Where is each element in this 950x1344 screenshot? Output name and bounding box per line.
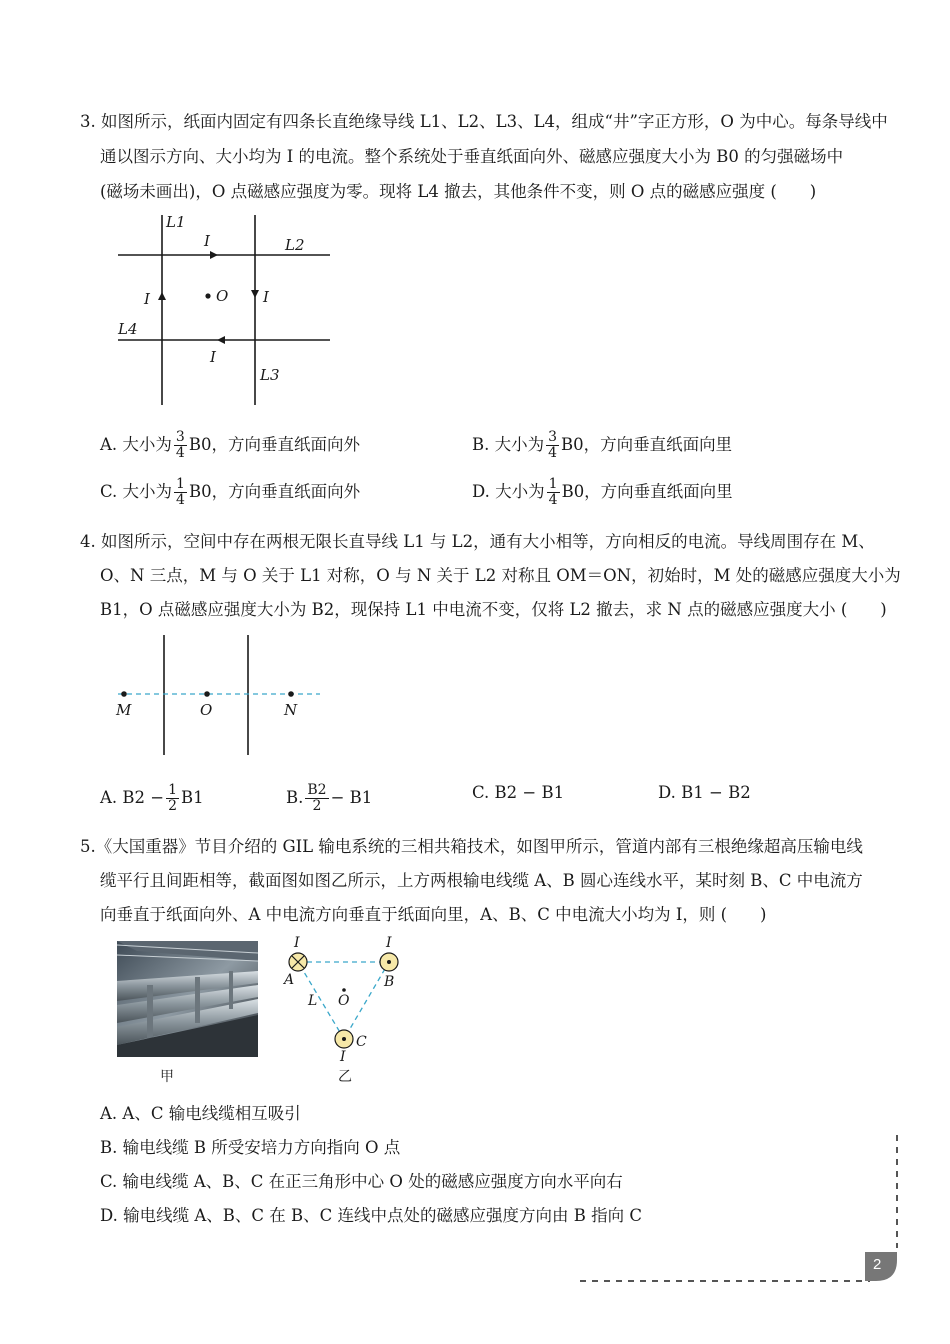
- q3-label-O: O: [216, 287, 229, 305]
- q5-label-L: L: [308, 993, 318, 1009]
- q4-label-M: M: [116, 701, 132, 719]
- q4-label-N: N: [284, 701, 298, 719]
- q5-caption-jia: 甲: [160, 1069, 174, 1085]
- page-number: 2: [873, 1256, 882, 1273]
- q3-line-3: (磁场未画出)，O 点磁感应强度为零。现将 L4 撤去，其他条件不变，则 O 点的磁感应强度 ( ): [100, 182, 817, 201]
- q4-line-3: B1，O 点磁感应强度大小为 B2，现保持 L1 中电流不变，仅将 L2 撤去，求 N 点的磁感应强度大小 ( ): [100, 600, 887, 619]
- page-corner-decoration: [570, 1130, 910, 1290]
- q3-label-I-bottom: I: [210, 348, 216, 366]
- q5-label-I-B: I: [386, 935, 392, 951]
- q4-option-c[interactable]: C. B2 − B1: [472, 783, 565, 802]
- q3-label-L1: L1: [166, 213, 186, 231]
- q3-option-a[interactable]: A. 大小为 $\frac{3}{4}$ B0，方向垂直纸面向外: [100, 429, 360, 461]
- q4-line-2: O、N 三点，M 与 O 关于 L1 对称，O 与 N 关于 L2 对称且 OM＝ON，初始时，M 处的磁感应强度大小为: [100, 566, 901, 585]
- q5-line-1: 5.《大国重器》节目介绍的 GIL 输电系统的三相共箱技术，如图甲所示，管道内部有三根绝缘超高压输电线: [80, 837, 863, 856]
- q5-label-I-C: I: [340, 1049, 346, 1065]
- q5-label-B: B: [384, 974, 395, 990]
- q5-label-C: C: [356, 1034, 367, 1050]
- q3-option-d[interactable]: D. 大小为 $\frac{1}{4}$ B0，方向垂直纸面向里: [472, 476, 733, 508]
- q5-option-b[interactable]: B. 输电线缆 B 所受安培力方向指向 O 点: [100, 1138, 401, 1157]
- q3-label-L2: L2: [285, 236, 305, 254]
- q3-label-L3: L3: [260, 366, 280, 384]
- q3-option-b[interactable]: B. 大小为 $\frac{3}{4}$ B0，方向垂直纸面向里: [472, 429, 733, 461]
- q5-option-c[interactable]: C. 输电线缆 A、B、C 在正三角形中心 O 处的磁感应强度方向水平向右: [100, 1172, 623, 1191]
- q4-option-a[interactable]: A. B2 − $\frac{1}{2}$ B1: [100, 782, 204, 814]
- q3-line-2: 通以图示方向、大小均为 I 的电流。整个系统处于垂直纸面向外、磁感应强度大小为 B0 的匀强磁场中: [100, 147, 844, 166]
- q5-caption-yi: 乙: [338, 1069, 352, 1085]
- q5-option-a[interactable]: A. A、C 输电线缆相互吸引: [100, 1104, 301, 1123]
- q3-wire-grid-figure: [110, 210, 340, 410]
- q5-line-2: 缆平行且间距相等，截面图如图乙所示，上方两根输电线缆 A、B 圆心连线水平，某时刻 B、C 中电流方: [100, 871, 863, 890]
- q3-label-I-left: I: [144, 290, 150, 308]
- q3-label-I-right: I: [263, 288, 269, 306]
- q5-label-I-A: I: [294, 935, 300, 951]
- q4-line-1: 4. 如图所示，空间中存在两根无限长直导线 L1 与 L2，通有大小相等，方向相反的电流。导线周围存在 M、: [80, 532, 875, 551]
- q5-line-3: 向垂直于纸面向外、A 中电流方向垂直于纸面向里，A、B、C 中电流大小均为 I，则 ( ): [100, 905, 767, 924]
- q3-label-I-top: I: [204, 232, 210, 250]
- q5-option-d[interactable]: D. 输电线缆 A、B、C 在 B、C 连线中点处的磁感应强度方向由 B 指向 C: [100, 1206, 643, 1225]
- q5-tunnel-photo: [117, 941, 258, 1057]
- q3-label-L4: L4: [118, 320, 138, 338]
- q3-line-1: 3. 如图所示，纸面内固定有四条长直绝缘导线 L1、L2、L3、L4，组成“井”字正方形，O 为中心。每条导线中: [80, 112, 888, 131]
- q5-label-A: A: [284, 972, 295, 988]
- q4-option-b[interactable]: B. $\frac{B2}{2}$ − B1: [286, 782, 373, 814]
- q5-label-O: O: [338, 993, 350, 1009]
- q4-two-wire-figure: [110, 630, 330, 760]
- q4-option-d[interactable]: D. B1 − B2: [658, 783, 751, 802]
- q4-label-O: O: [200, 701, 213, 719]
- q3-option-c[interactable]: C. 大小为 $\frac{1}{4}$ B0，方向垂直纸面向外: [100, 476, 361, 508]
- q5-triangle-figure: [280, 934, 400, 1065]
